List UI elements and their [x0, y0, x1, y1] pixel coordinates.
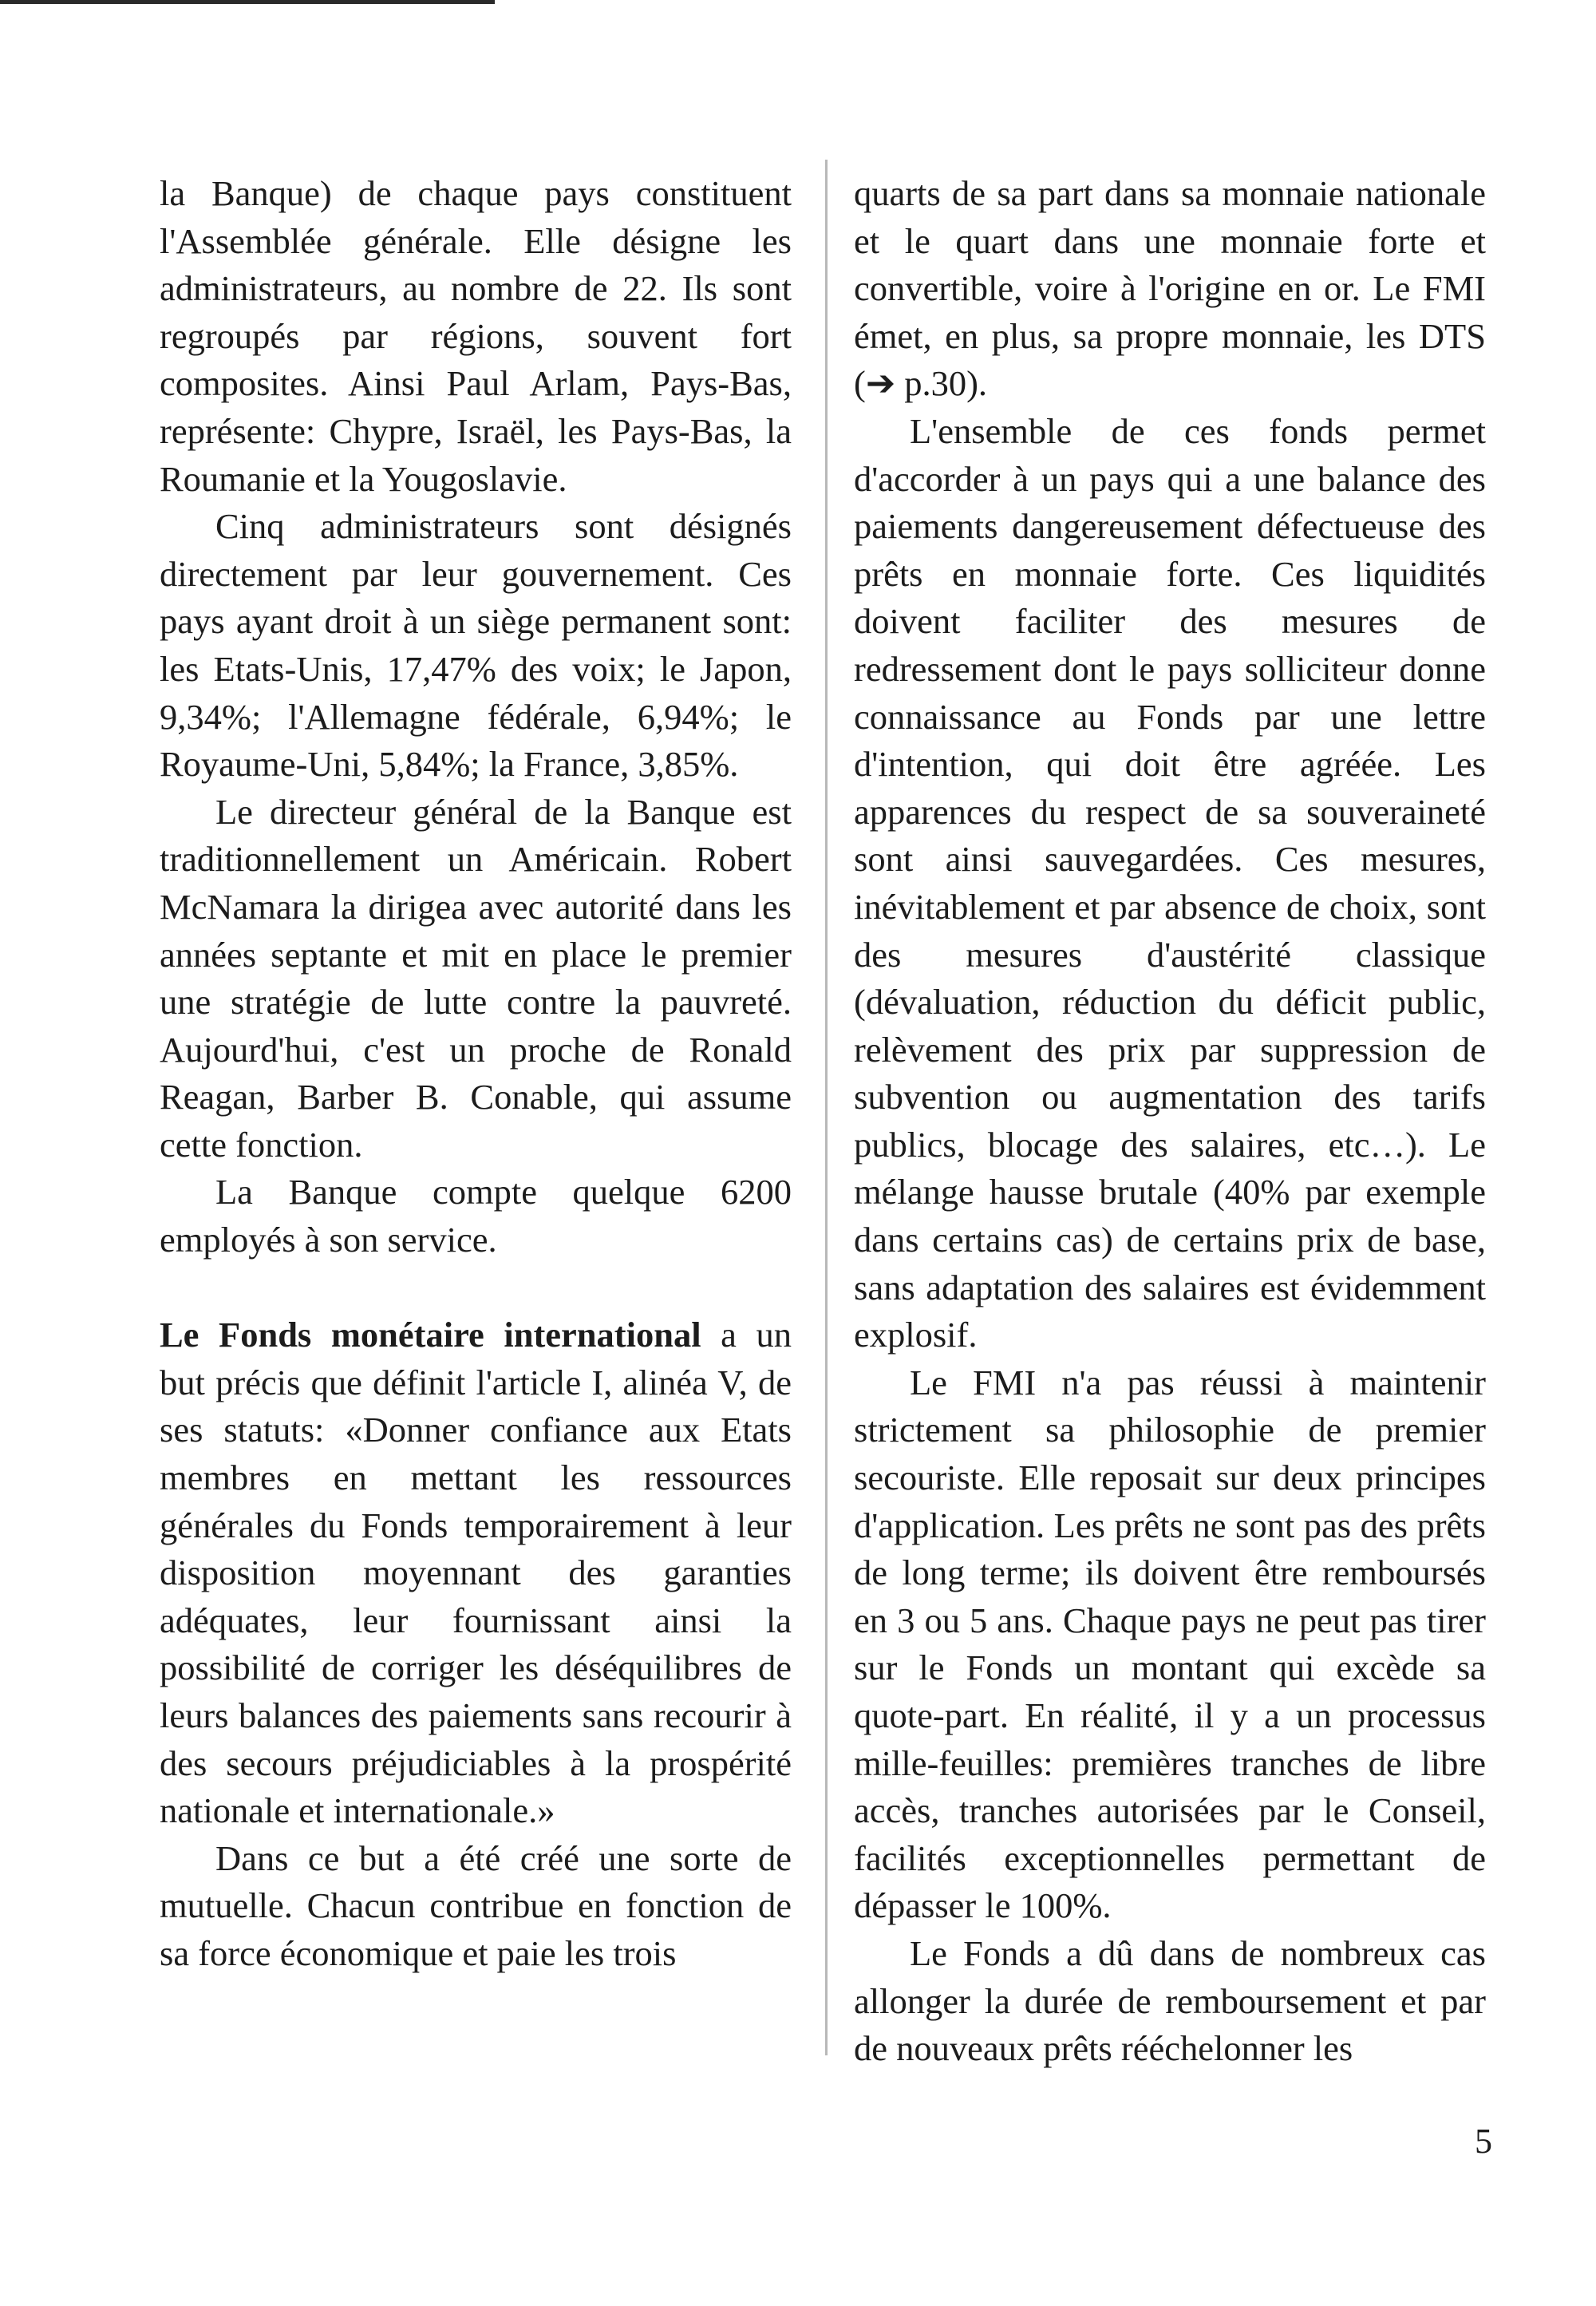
paragraph-fmi-intro: [160, 1311, 792, 1835]
paragraph-mutuelle: Dans ce but a été créé une sorte de mutuelle. Chacun contribue en fonction de sa force économique et paie les trois: [160, 1837, 792, 1973]
paragraph-remboursement: Le Fonds a dû dans de nombreux cas allonger la durée de remboursement et par de nouveaux prêts rééchelonner les: [854, 1932, 1486, 2069]
top-rule: [0, 0, 495, 4]
paragraph-liquidites: L'ensemble de ces fonds permet d'accorder à un pays qui a une balance des paiements dangereusement défectueuse des prêts en monnaie forte. Ces liquidités doivent faciliter des mesures de redressement dont le pays solliciteur donne connaissance au Fonds par une lettre d'intention, qui doit être agréée. Les apparences du respect de sa souveraineté sont ainsi sauvegardées. Ces mesures, inévitablement et par absence de choix, sont des mesures d'austérité classique (dévaluation, réduction du déficit public, relèvement des prix par suppression de subvention ou augmentation des tarifs publics, blocage des salaires, etc…). Le mélange hausse brutale (40% par exemple dans certains cas) de certains prix de base, sans adaptation des salaires est évidemment explosif.: [854, 410, 1486, 1355]
column-divider: [825, 160, 828, 2055]
left-column: [160, 170, 792, 1978]
section-heading-fmi: Le Fonds monétaire international: [160, 1315, 701, 1355]
page-number: 5: [1475, 2122, 1492, 2161]
paragraph-assemblee: la Banque) de chaque pays constituent l'Assemblée générale. Elle désigne les administrateurs, au nombre de 22. Ils sont regroupés par régions, souvent fort composites. Ainsi Paul Arlam, Pays-Bas, représente: Chypre, Israël, les Pays-Bas, la Roumanie et la Yougoslavie.: [160, 173, 792, 499]
paragraph-directeur: Le directeur général de la Banque est traditionnellement un Américain. Robert McNamara la dirigea avec autorité dans les années septante et mit en place le premier une stratégie de lutte contre la pauvreté. Aujourd'hui, c'est un proche de Ronald Reagan, Barber B. Conable, qui assume cette fonction.: [160, 791, 792, 1165]
paragraph-philosophie: Le FMI n'a pas réussi à maintenir strictement sa philosophie de premier secouriste. Elle reposait sur deux principes d'application. Les prêts ne sont pas des prêts de long terme; ils doivent être remboursés en 3 ou 5 ans. Chaque pays ne peut pas tirer sur le Fonds un montant qui excède sa quote-part. En réalité, il y a un processus mille-feuilles: premières tranches de libre accès, tranches autorisées par le Conseil, facilités exceptionnelles permettant de dépasser le 100%.: [854, 1362, 1486, 1926]
paragraph-fmi-body: a un but précis que définit l'article I, alinéa V, de ses statuts: «Donner confiance aux Etats membres en mettant les ressources générales du Fonds temporairement à leur disposition moyennant des garanties adéquates, leur fournissant ainsi la possibilité de corriger les déséquilibres de leurs balances des paiements sans recourir à des secours préjudiciables à la prospérité nationale et internationale.»: [160, 1315, 792, 1831]
paragraph-employes: La Banque compte quelque 6200 employés à son service.: [160, 1172, 792, 1260]
paragraph-quarts: quarts de sa part dans sa monnaie nationale et le quart dans une monnaie forte et convertible, voire à l'origine en or. Le FMI émet, en plus, sa propre monnaie, les DTS (➔ p.30).: [854, 173, 1486, 404]
paragraph-administrateurs: Cinq administrateurs sont désignés directement par leur gouvernement. Ces pays ayant droit à un siège permanent sont: les Etats-Unis, 17,47% des voix; le Japon, 9,34%; l'Allemagne fédérale, 6,94%; le Royaume-Uni, 5,84%; la France, 3,85%.: [160, 506, 792, 785]
right-column: [854, 170, 1486, 2073]
